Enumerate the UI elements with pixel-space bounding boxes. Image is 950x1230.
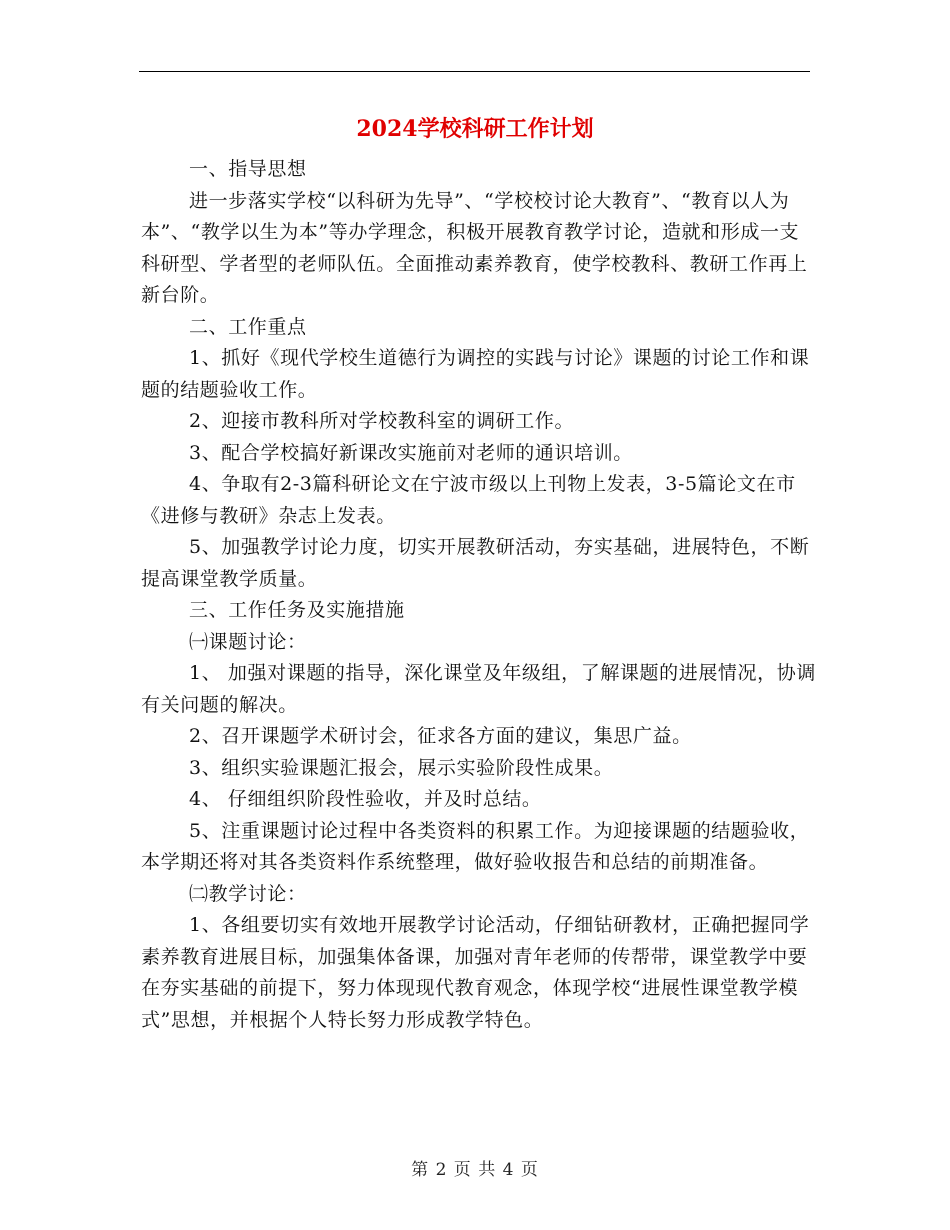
section-heading-2: 二、工作重点 [189, 315, 307, 338]
list-item: 5、注重课题讨论过程中各类资料的积累工作。为迎接课题的结题验收，本学期还将对其各类资料作系统整理，做好验收报告和总结的前期准备。 [141, 819, 810, 873]
header-rule [139, 71, 810, 72]
document-body [141, 154, 817, 1036]
list-item: 4、争取有2-3篇科研论文在宁波市级以上刊物上发表，3-5篇论文在市《进修与教研》杂志上发表。 [141, 473, 796, 527]
list-item: 3、配合学校搞好新课改实施前对老师的通识培训。 [189, 441, 633, 464]
page-footer: 第 2 页 共 4 页 [411, 1160, 539, 1180]
list-item: 1、 加强对课题的指导，深化课堂及年级组，了解课题的进展情况，协调有关问题的解决。 [141, 662, 816, 716]
list-item: 5、加强教学讨论力度，切实开展教研活动，夯实基础，进展特色，不断提高课堂教学质量。 [141, 536, 810, 590]
list-item: 1、抓好《现代学校生道德行为调控的实践与讨论》课题的讨论工作和课题的结题验收工作。 [141, 347, 810, 401]
paragraph: 进一步落实学校“以科研为先导”、“学校校讨论大教育”、“教育以人为本”、“教学以生为本”等办学理念，积极开展教育教学讨论，造就和形成一支科研型、学者型的老师队伍。全面推动素养教育，使学校教科、教研工作再上新台阶。 [141, 189, 808, 306]
document-title: 2024学校科研工作计划 [356, 116, 594, 142]
list-item: 3、组织实验课题汇报会，展示实验阶段性成果。 [189, 756, 614, 779]
list-item: 2、召开课题学术研讨会，征求各方面的建议，集思广益。 [189, 725, 692, 747]
list-item: 4、 仔细组织阶段性验收，并及时总结。 [189, 788, 542, 810]
subsection-heading-2: ㈡教学讨论： [189, 882, 307, 905]
subsection-heading-1: ㈠课题讨论： [189, 630, 307, 653]
section-heading-3: 三、工作任务及实施措施 [189, 599, 405, 621]
list-item: 2、迎接市教科所对学校教科室的调研工作。 [189, 410, 575, 432]
section-heading-1: 一、指导思想 [189, 158, 307, 180]
list-item: 1、各组要切实有效地开展教学讨论活动，仔细钻研教材，正确把握同学素养教育进展目标，加强集体备课，加强对青年老师的传帮带，课堂教学中要在夯实基础的前提下，努力体现现代教育观念，体现学校“进展性课堂教学模式”思想，并根据个人特长努力形成教学特色。 [141, 914, 810, 1031]
